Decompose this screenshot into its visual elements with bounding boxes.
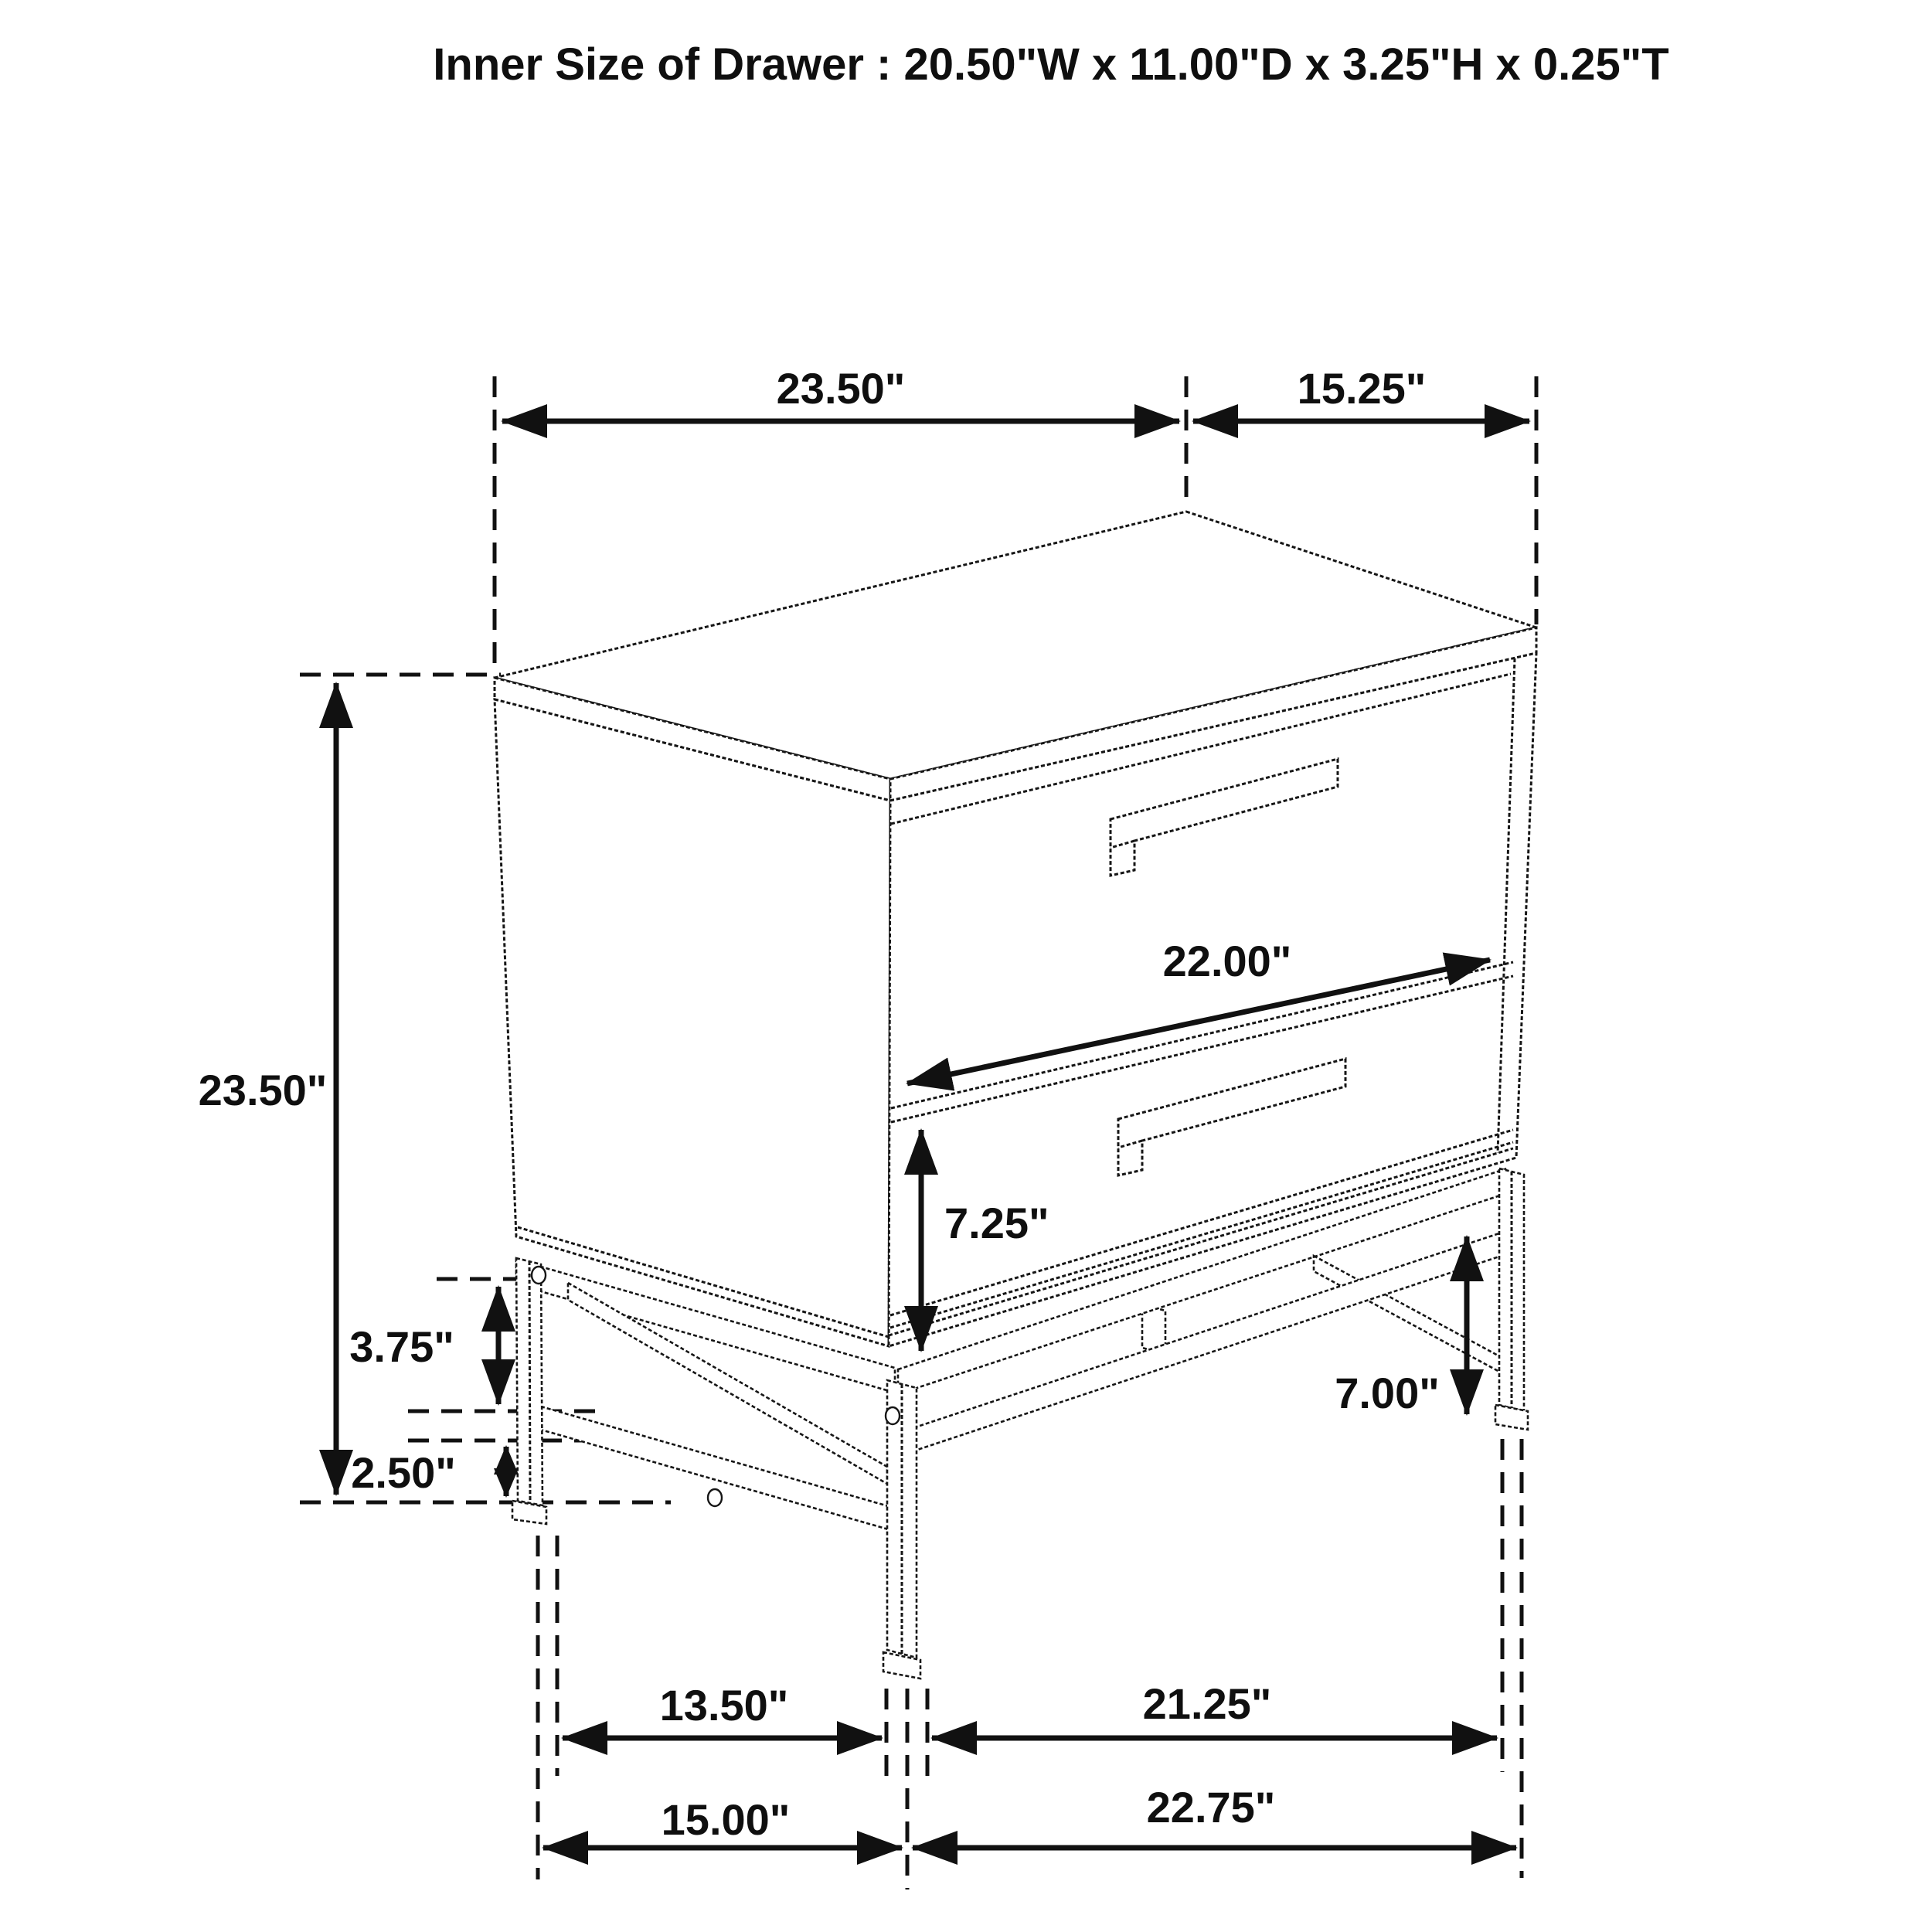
screw-hole-front [886, 1407, 900, 1424]
dim-label-base-inner-width: 21.25" [1142, 1679, 1272, 1728]
screw-hole-left [532, 1267, 546, 1284]
dim-label-base-outer-width: 22.75" [1146, 1783, 1276, 1832]
dim-label-overall-height: 23.50" [198, 1066, 328, 1114]
dim-label-top-depth: 15.25" [1297, 364, 1427, 413]
screw-hole-stretcher [708, 1489, 722, 1506]
dim-label-base-outer-depth: 15.00" [661, 1795, 791, 1844]
dim-label-drawer-width: 22.00" [1162, 937, 1292, 985]
dim-label-bottom-drawer-height: 7.25" [944, 1199, 1049, 1247]
dim-label-foot-height: 2.50" [351, 1448, 456, 1497]
dim-label-base-frame-height: 3.75" [349, 1322, 454, 1371]
dim-label-base-inner-depth: 13.50" [659, 1681, 789, 1730]
page-title: Inner Size of Drawer : 20.50"W x 11.00"D x 3.25"H x 0.25"T [433, 39, 1669, 90]
dim-label-leg-height: 7.00" [1335, 1369, 1440, 1417]
dim-label-top-width: 23.50" [776, 364, 906, 413]
